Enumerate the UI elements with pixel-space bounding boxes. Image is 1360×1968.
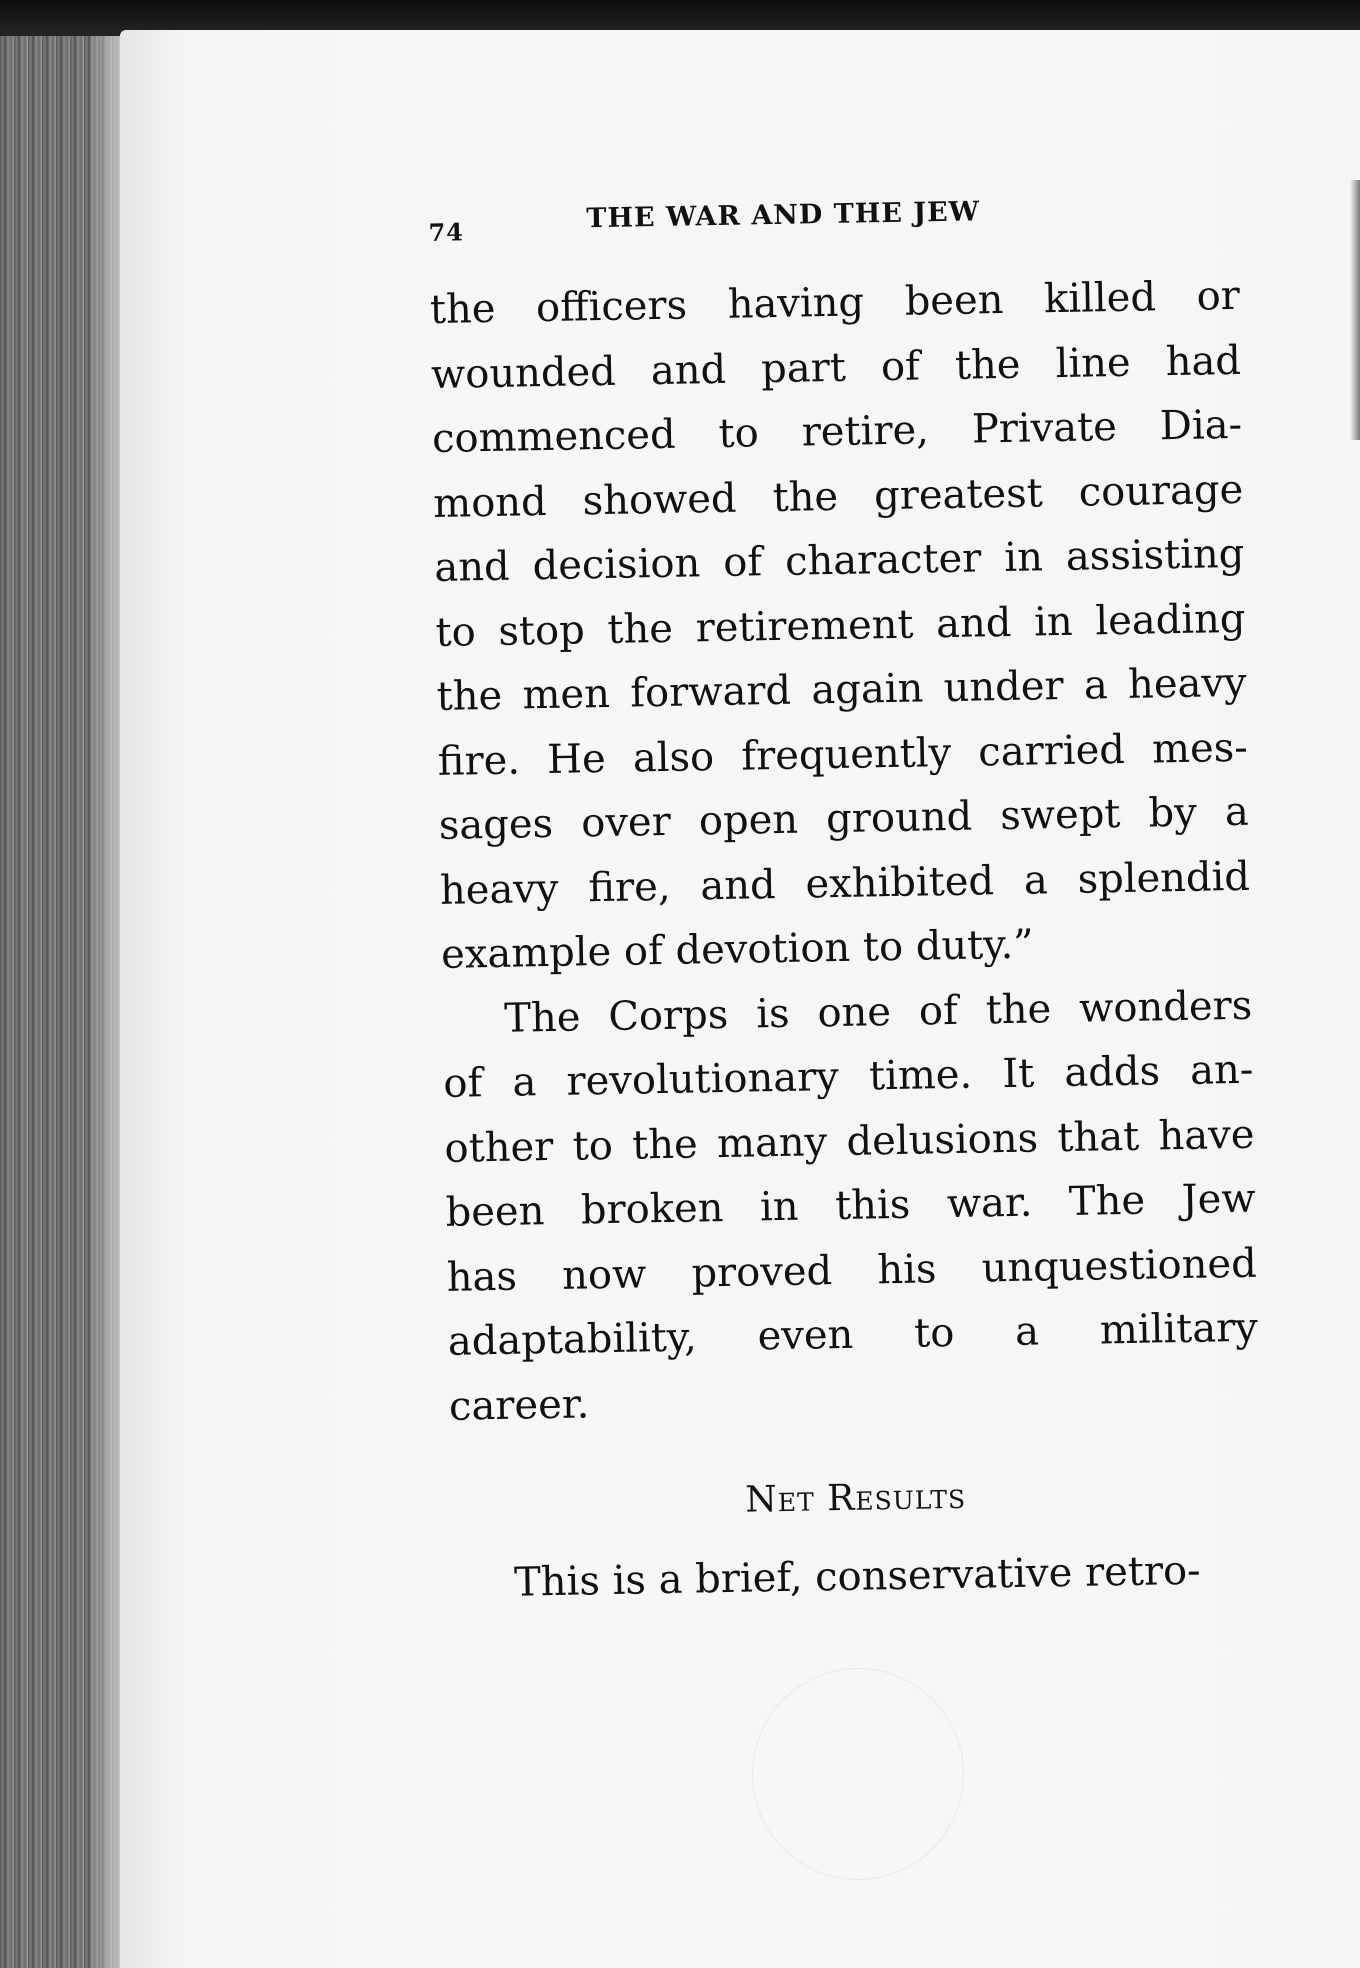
text-line: and decision of character in assisting (434, 530, 1245, 591)
right-edge-shadow (1350, 180, 1360, 440)
text-line: heavy fire, and exhibited a splendid (439, 853, 1251, 914)
text-line: example of devotion to duty.” (440, 921, 1035, 978)
text-line: other to the many delusions that have (444, 1111, 1255, 1172)
running-head-title: THE WAR AND THE JEW (586, 196, 981, 235)
text-line: has now proved his unquestioned (446, 1240, 1258, 1301)
paragraph-1 (429, 264, 1251, 988)
text-line: of a revolutionary time. It adds an- (443, 1046, 1254, 1107)
text-line: mond showed the greatest courage (432, 466, 1244, 527)
text-line: This is a brief, conservative retro- (513, 1547, 1201, 1606)
text-line: the men forward again under a heavy (436, 659, 1247, 720)
page-number: 74 (428, 217, 465, 247)
text-line: sages over open ground swept by a (438, 788, 1250, 849)
section-heading: Net Results (744, 1475, 967, 1521)
faint-paper-mark (752, 1668, 964, 1880)
text-line: commenced to retire, Private Dia- (431, 401, 1243, 462)
page-content (428, 186, 1263, 1616)
paragraph-2 (442, 973, 1260, 1439)
text-line: career. (448, 1380, 590, 1430)
text-line: fire. He also frequently carried mes- (437, 724, 1249, 785)
text-line: adaptability, even to a military (447, 1304, 1259, 1365)
text-line: the officers having been killed or (429, 272, 1241, 333)
text-line: wounded and part of the line had (430, 337, 1242, 398)
book-page-edges (0, 36, 130, 1968)
body-text (429, 264, 1259, 1439)
text-line: The Corps is one of the wonders (503, 982, 1253, 1042)
text-line: to stop the retirement and in leading (435, 595, 1246, 656)
text-line: been broken in this war. The Jew (445, 1175, 1256, 1236)
